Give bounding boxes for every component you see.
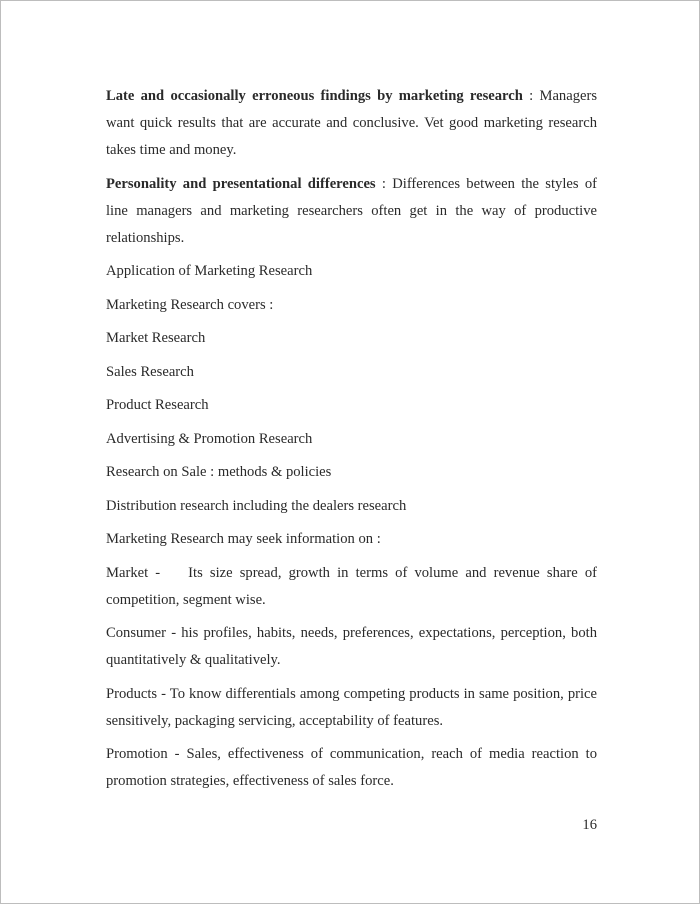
sales-research-line: Sales Research	[106, 363, 194, 380]
personality-paragraph	[106, 171, 597, 252]
promotion-paragraph: Promotion - Sales, effectiveness of communication, reach of media reaction to promotion strategies, effectiveness of sales force.	[106, 746, 597, 789]
late-findings-paragraph	[106, 83, 597, 164]
market-label: Market -	[106, 564, 161, 581]
late-findings-heading: Late and occasionally erroneous findings by marketing research	[106, 88, 523, 104]
market-text: Its size spread, growth in terms of volume and revenue share of competition, segment wise.	[106, 564, 598, 608]
product-research-line: Product Research	[106, 397, 209, 413]
page-body	[106, 83, 597, 802]
consumer-paragraph: Consumer - his profiles, habits, needs, preferences, expectations, perception, both quantitatively & qualitatively.	[106, 625, 597, 668]
personality-text: Differences between the styles of line managers and marketing researchers often get in the way of productive relationships.	[106, 175, 597, 246]
advertising-research-line: Advertising & Promotion Research	[106, 430, 313, 447]
page-number: 16	[582, 817, 597, 833]
seek-info-line: Marketing Research may seek information on :	[106, 531, 381, 547]
late-findings-text: Managers want quick results that are accurate and conclusive. Vet good marketing research takes time and money.	[106, 88, 598, 158]
application-line: Application of Marketing Research	[106, 263, 313, 279]
personality-separator: :	[375, 175, 393, 192]
research-on-sale-line: Research on Sale : methods & policies	[106, 464, 332, 480]
market-research-line: Market Research	[106, 330, 206, 346]
covers-line: Marketing Research covers :	[106, 296, 274, 313]
late-findings-separator: :	[522, 88, 540, 104]
personality-heading: Personality and presentational differences	[106, 175, 376, 192]
market-paragraph	[106, 560, 597, 614]
distribution-line: Distribution research including the dealers research	[106, 497, 407, 514]
products-paragraph: Products - To know differentials among competing products in same position, price sensitively, packaging servicing, acceptability of features.	[106, 685, 597, 729]
